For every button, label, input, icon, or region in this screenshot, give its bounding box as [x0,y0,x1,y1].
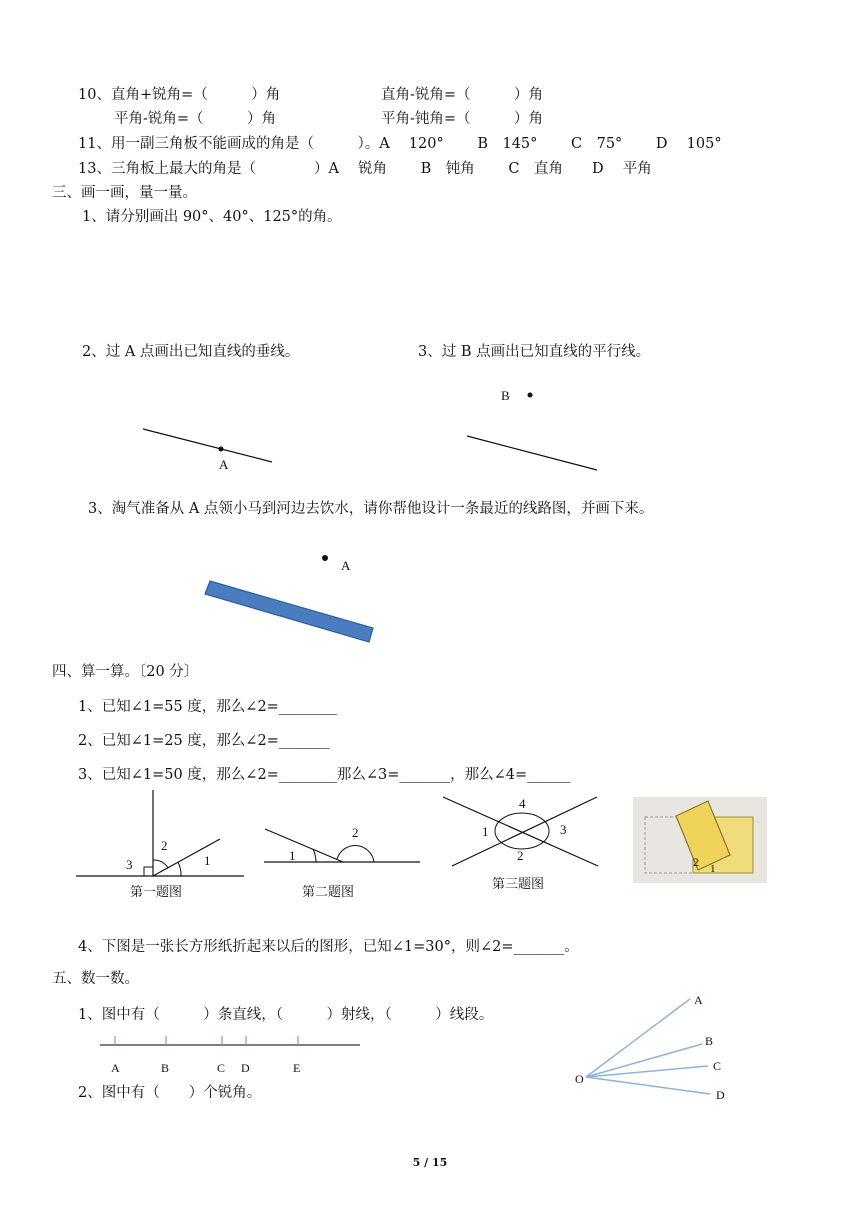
fold-angle-1: 1 [710,863,716,875]
fig3-angle-2: 2 [517,848,524,863]
line-point-c: C [217,1061,226,1075]
line-point-e: E [293,1061,301,1075]
fig1-angle-1: 1 [204,853,211,868]
part4-question-2: 2、已知∠1=25 度，那么∠2=_______ [78,733,330,749]
ray-label-d: D [716,1088,725,1102]
ray-label-b: B [705,1034,714,1048]
section-3-heading: 三、画一画，量一量。 [52,185,197,201]
section-4-heading: 四、算一算。〔20 分〕 [52,664,199,680]
line-point-b: B [161,1061,170,1075]
q10-line2-right: 平角-钝角=（ ）角 [381,111,544,127]
fig1-angle-2: 2 [161,838,168,853]
fig3-angle-4: 4 [519,796,526,811]
label-point-a: A [219,457,229,472]
part4-question-1: 1、已知∠1=55 度，那么∠2=________ [78,699,337,715]
question-11: 11、用一副三角板不能画成的角是（ ）。A 120° B 145° C 75° D 105° [78,136,722,152]
fig3-angle-1: 1 [482,824,489,839]
question-13: 13、三角板上最大的角是（ ）A 锐角 B 钝角 C 直角 D 平角 [78,161,652,177]
part4-question-4: 4、下图是一张长方形纸折起来以后的图形，已知∠1=30°，则∠2=_______。 [78,939,579,955]
fig3-angle-3: 3 [560,822,567,837]
fig2-angle-1: 1 [289,848,296,863]
line-point-d: D [241,1061,250,1075]
part3-question-3b: 3、淘气准备从 A 点领小马到河边去饮水，请你帮他设计一条最近的线路图，并画下来。 [88,501,654,517]
part4-question-3: 3、已知∠1=50 度，那么∠2=________那么∠3=_______，那么∠4=______ [78,767,571,783]
rays-figure [575,993,725,1102]
line-with-points [100,1036,360,1075]
part3-question-1: 1、请分别画出 90°、40°、125°的角。 [82,209,342,225]
figure-2-caption: 第二题图 [302,885,355,900]
q10-line2-left: 平角-锐角=（ ）角 [114,111,277,127]
part3-question-2: 2、过 A 点画出已知直线的垂线。 [82,344,300,360]
figure-1-caption: 第一题图 [130,885,183,900]
part5-question-2: 2、图中有（ ）个锐角。 [78,1085,262,1101]
q10-line1-left: 10、直角+锐角=（ ）角 [78,87,281,103]
part3-question-3a: 3、过 B 点画出已知直线的平行线。 [418,344,651,360]
section-5-heading: 五、数一数。 [52,971,139,987]
label-point-a-horse: A [341,558,351,573]
ray-label-c: C [713,1059,722,1073]
page-number: 5 / 15 [412,1156,448,1169]
figure-3-caption: 第三题图 [492,877,545,892]
ray-origin-o: O [575,1072,584,1086]
fig1-angle-3: 3 [126,857,133,872]
fig2-angle-2: 2 [352,825,359,840]
ray-label-a: A [694,993,703,1007]
label-point-b: B [501,388,510,403]
q10-line1-right: 直角-锐角=（ ）角 [381,87,544,103]
fold-angle-2: 2 [693,855,699,869]
line-point-a: A [111,1061,120,1075]
part5-question-1: 1、图中有（ ）条直线，（ ）射线，（ ）线段。 [78,1007,494,1023]
